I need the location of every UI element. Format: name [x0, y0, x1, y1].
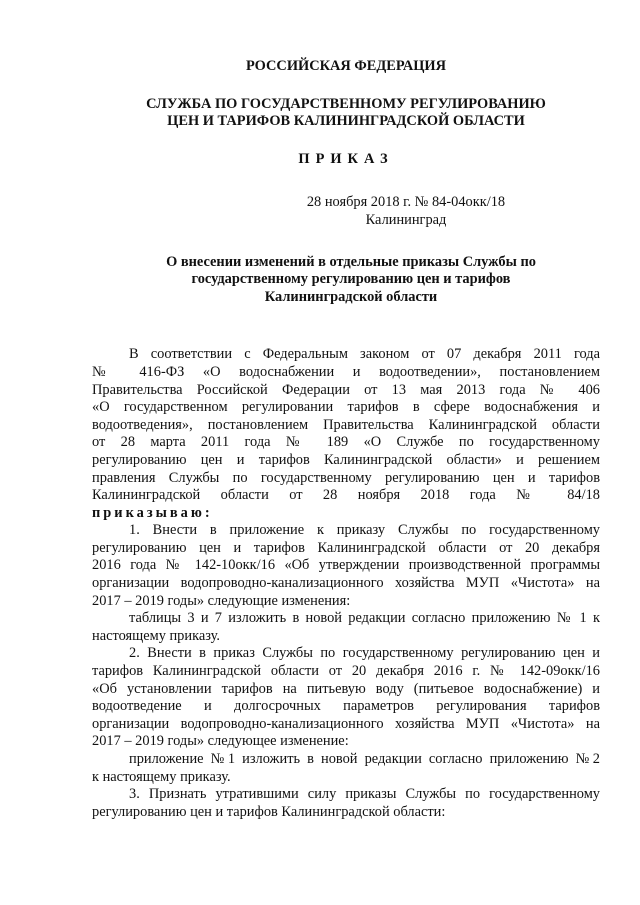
item1-sub-line: таблицы 3 и 7 изложить в новой редакции согласно приложению № 1 к [129, 610, 600, 627]
intro-paragraph [92, 346, 600, 504]
intro-line: Правительства Российской Федерации от 13 мая 2013 года № 406 [92, 381, 600, 398]
order-subject [92, 254, 600, 307]
order-title: ПРИКАЗ [298, 150, 394, 167]
item3-paragraph [92, 786, 600, 821]
item1-line: 2017 – 2019 годы» следующие изменения: [92, 592, 351, 609]
intro-line: «О государственном регулировании тарифов в сфере водоснабжения и [92, 399, 600, 416]
item3-line: регулированию цен и тарифов Калининградской области: [92, 803, 446, 820]
item2-line: водоотведение и долгосрочных параметров регулирования тарифов [92, 698, 600, 715]
item1-paragraph [92, 522, 600, 610]
federation-heading: РОССИЙСКАЯ ФЕДЕРАЦИЯ [245, 58, 447, 74]
item1-sub-line: настоящему приказу. [92, 627, 220, 644]
service-heading [92, 96, 600, 131]
date-block [92, 194, 600, 229]
subject-line1: О внесении изменений в отдельные приказы Службы по [166, 253, 536, 270]
order-date-number: 28 ноября 2018 г. № 84-04окк/18 [306, 194, 506, 211]
item2-line: «Об установлении тарифов на питьевую воду (питьевое водоснабжение) и [92, 680, 600, 697]
item2-line: 2. Внести в приказ Службы по государственному регулированию цен и [129, 645, 600, 662]
item2-sub-paragraph [92, 751, 600, 786]
item2-paragraph [92, 645, 600, 751]
item2-line: 2017 – 2019 годы» следующее изменение: [92, 733, 349, 750]
intro-line: регулированию цен и тарифов Калининградской области» и решением [92, 451, 600, 468]
item1-line: 1. Внести в приложение к приказу Службы по государственному [129, 522, 600, 539]
intro-line: правления Службы по государственному регулированию цен и тарифов [92, 469, 600, 486]
intro-line: Калининградской области от 28 ноября 2018 года № 84/18 [92, 487, 600, 504]
item1-line: 2016 года № 142-10окк/16 «Об утверждении производственной программы [92, 557, 600, 574]
item2-line: организации водопроводно-канализационного хозяйства МУП «Чистота» на [92, 715, 600, 732]
item2-sub-line: к настоящему приказу. [92, 768, 231, 785]
intro-line: № 416-ФЗ «О водоснабжении и водоотведении», постановлением [92, 363, 600, 380]
order-city: Калининград [365, 211, 447, 228]
document-page [92, 58, 600, 821]
item3-line: 3. Признать утратившими силу приказы Службы по государственному [129, 786, 600, 803]
item2-line: тарифов Калининградской области от 20 декабря 2016 г. № 142-09окк/16 [92, 663, 600, 680]
item1-line: организации водопроводно-канализационного хозяйства МУП «Чистота» на [92, 575, 600, 592]
intro-line: от 28 марта 2011 года № 189 «О Службе по государственному [92, 434, 600, 451]
item1-sub-paragraph [92, 610, 600, 645]
decree-word: приказываю: [92, 504, 213, 521]
service-heading-line2: ЦЕН И ТАРИФОВ КАЛИНИНГРАДСКОЙ ОБЛАСТИ [167, 113, 525, 130]
order-body [92, 346, 600, 821]
item2-sub-line: приложение №1 изложить в новой редакции согласно приложению №2 [129, 751, 600, 767]
subject-line3: Калининградской области [264, 288, 438, 305]
service-heading-line1: СЛУЖБА ПО ГОСУДАРСТВЕННОМУ РЕГУЛИРОВАНИЮ [146, 95, 546, 112]
item1-line: регулированию цен и тарифов Калининградской области от 20 декабря [92, 539, 600, 556]
subject-line2: государственному регулированию цен и тарифов [191, 271, 511, 288]
intro-line: водоотведения», постановлением Правительства Калининградской области [92, 416, 600, 433]
intro-line: В соответствии с Федеральным законом от 07 декабря 2011 года [129, 346, 600, 363]
